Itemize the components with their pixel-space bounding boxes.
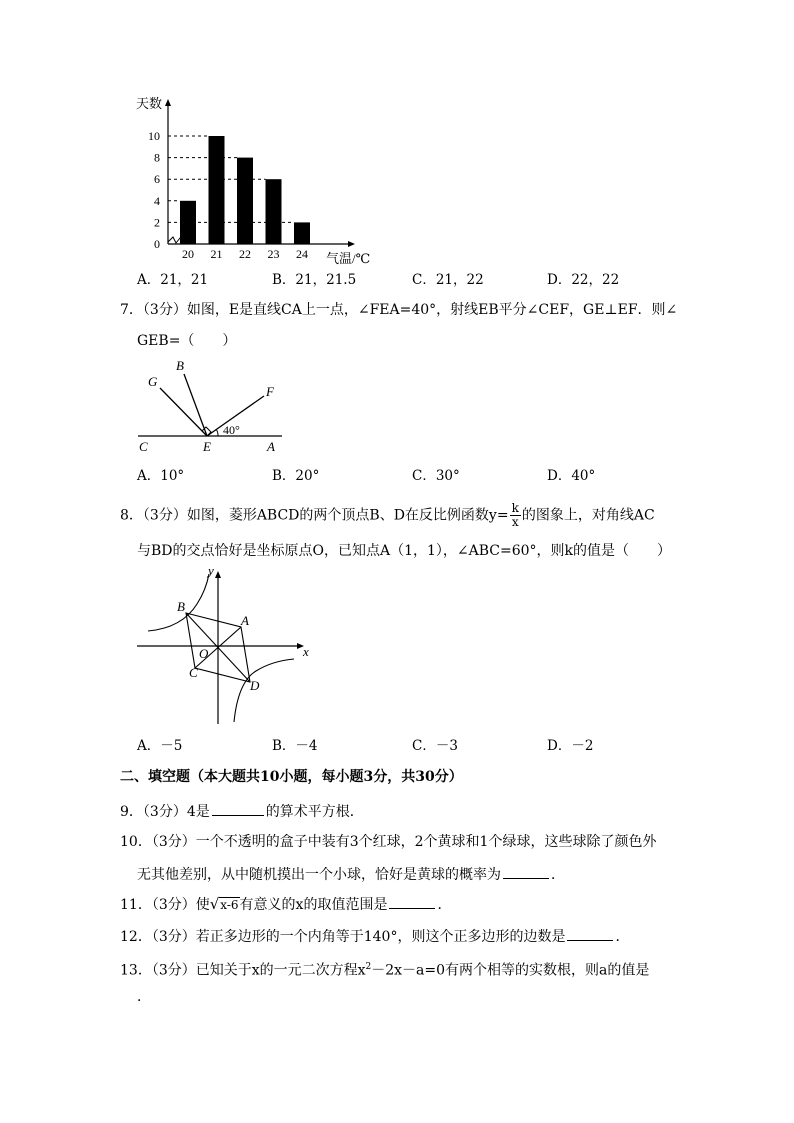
x-axis-label: 气温/℃ (326, 251, 371, 266)
y-tick-label: 8 (154, 150, 160, 165)
angle-40-arc (216, 429, 218, 436)
q12-text-end: ． (615, 929, 630, 945)
q10-answer-blank[interactable] (503, 864, 549, 879)
q13-text-after: －2x－a=0有两个相等的实数根，则a的值是 (371, 962, 650, 979)
q6-option-c[interactable]: C．21，22 (412, 272, 484, 288)
y-axis-arrow (215, 571, 221, 578)
q8-option-d[interactable]: D．－2 (547, 738, 594, 754)
q7-option-d[interactable]: D．40° (547, 468, 596, 484)
q7-option-c[interactable]: C．30° (412, 468, 460, 484)
q7-option-b[interactable]: B．20° (272, 468, 320, 484)
fraction-denominator: x (511, 515, 519, 529)
q11-text-end: ． (437, 897, 452, 913)
q13-text-line1 (120, 958, 649, 980)
label-a: A (267, 439, 275, 454)
x-tick-label: 22 (239, 247, 251, 261)
q13-superscript: 2 (365, 962, 372, 972)
q7-text-line1: 7．（3分）如图，E是直线CA上一点，∠FEA=40°，射线EB平分∠CEF，GE⊥EF．则∠ (120, 302, 678, 318)
label-g: G (148, 374, 158, 389)
q11-text-after: 有意义的x的取值范围是 (239, 897, 388, 913)
q9-text (120, 801, 364, 821)
square-root-symbol: √ (209, 895, 220, 913)
q6-option-a[interactable]: A．21，21 (137, 272, 209, 288)
q13-text-before: 13．（3分）已知关于x的一元二次方程x (120, 962, 366, 979)
bar (209, 136, 225, 244)
label-a: A (241, 613, 249, 628)
y-tick-label: 4 (154, 193, 160, 208)
y-tick-label: 2 (154, 215, 160, 230)
x-tick-label: 21 (210, 247, 223, 261)
q9-answer-blank[interactable] (212, 801, 264, 816)
q8-text-line2: 与BD的交点恰好是坐标原点O，已知点A（1，1），∠ABC=60°，则k的值是（ ） (137, 543, 672, 559)
ray-eb (184, 374, 207, 436)
q8-text-a: 8．（3分）如图，菱形ABCD的两个顶点B、D在反比例函数y= (120, 507, 509, 524)
ray-eg (160, 388, 207, 436)
q7-text-line2: GEB=（ ） (137, 333, 237, 349)
q8-option-a[interactable]: A．－5 (137, 738, 183, 754)
fraction-k-over-x (510, 502, 521, 529)
y-axis-label: 天数 (136, 96, 163, 111)
angle-figure (134, 356, 294, 456)
x-axis-arrow (348, 241, 355, 247)
x-tick-label: 20 (182, 247, 194, 261)
temperature-bar-chart (130, 92, 390, 267)
label-f: F (266, 384, 274, 399)
q12-text (120, 926, 629, 946)
label-c: C (139, 439, 148, 454)
q12-answer-blank[interactable] (567, 926, 613, 941)
q11-text-before: 11．（3分）使 (120, 897, 210, 913)
y-tick-label: 6 (154, 172, 160, 187)
square-root-radicand: x-6 (220, 898, 239, 912)
q10-text-line1: 10．（3分）一个不透明的盒子中装有3个红球，2个黄球和1个绿球，这些球除了颜色外 (120, 834, 657, 850)
label-x: x (303, 644, 309, 659)
label-c: C (189, 665, 198, 680)
q7-option-a[interactable]: A．10° (137, 468, 185, 484)
q11-text (120, 894, 451, 914)
bar (237, 158, 253, 244)
label-b: B (177, 599, 185, 614)
label-40-degrees: 40° (223, 423, 240, 437)
hyperbola-branch-lower-right (234, 659, 294, 722)
q12-text-before: 12．（3分）若正多边形的一个内角等于140°，则这个正多边形的边数是 (120, 929, 566, 945)
q9-text-after: 的算术平方根． (265, 804, 364, 820)
section-2-title: 二、填空题（本大题共10小题，每小题3分，共30分） (120, 769, 463, 785)
rhombus-hyperbola-figure (132, 562, 317, 727)
label-d: D (250, 678, 260, 693)
y-tick-label: 10 (148, 129, 160, 143)
q8-option-b[interactable]: B．－4 (272, 738, 318, 754)
bar (294, 222, 310, 244)
bar (266, 179, 282, 244)
label-y: y (208, 563, 214, 578)
y-axis-arrow (165, 99, 171, 106)
q10-text-before: 无其他差别，从中随机摸出一个小球，恰好是黄球的概率为 (137, 867, 501, 883)
q10-text-end: ． (551, 867, 565, 883)
label-o: O (199, 646, 209, 661)
x-tick-label: 23 (267, 247, 280, 261)
fraction-numerator: k (511, 501, 519, 515)
q8-text-b: 的图象上，对角线AC (521, 507, 655, 524)
q9-text-before: 9．（3分）4是 (120, 804, 210, 820)
label-e: E (203, 439, 211, 454)
label-b: B (176, 358, 184, 373)
q8-text-line1 (120, 502, 655, 529)
q13-text-line2: ． (137, 989, 151, 1005)
x-tick-label: 24 (296, 247, 308, 261)
q8-option-c[interactable]: C．－3 (412, 738, 458, 754)
q10-text-line2 (137, 864, 565, 884)
q6-option-b[interactable]: B．21，21.5 (272, 272, 357, 288)
q6-option-d[interactable]: D．22，22 (547, 272, 620, 288)
y-tick-label: 0 (154, 237, 160, 251)
q11-answer-blank[interactable] (389, 894, 435, 909)
